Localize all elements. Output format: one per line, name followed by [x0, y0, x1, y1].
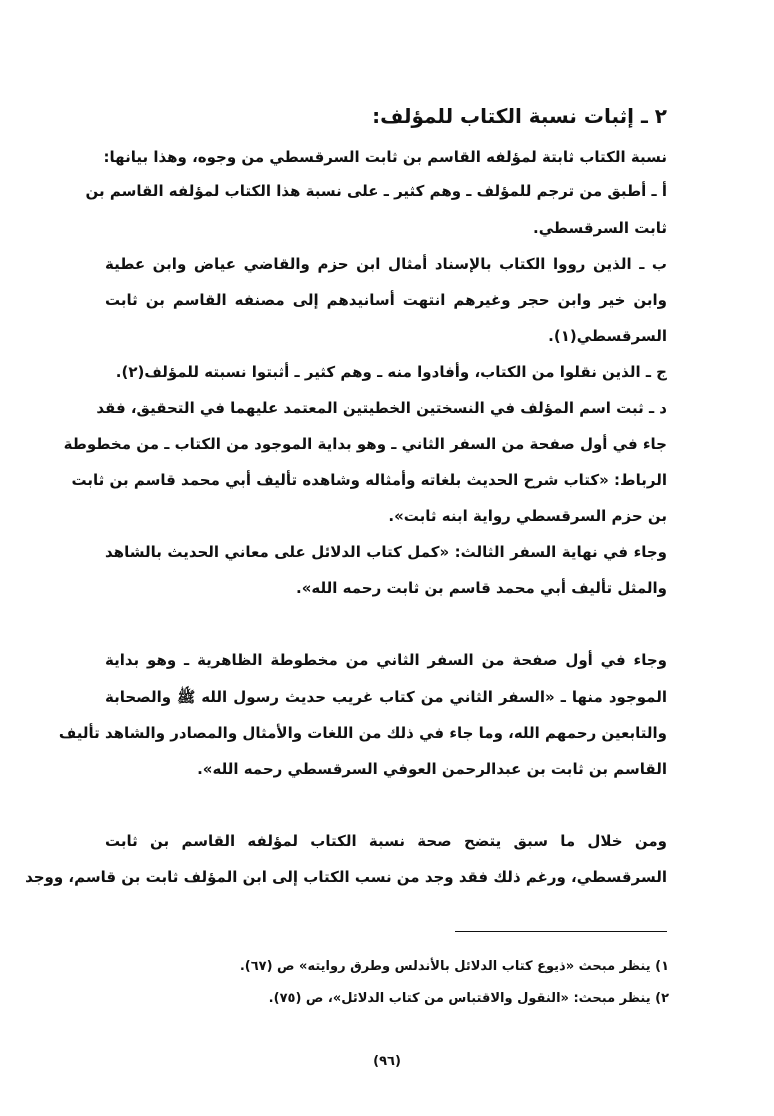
body-line-3: ثابت السرقسطي.	[533, 219, 667, 237]
body-line-8: د ـ ثبت اسم المؤلف في النسختين الخطيتين المعتمد عليهما في التحقيق، فقد	[96, 399, 667, 417]
body-line-15: الموجود منها ـ «السفر الثاني من كتاب غريب حديث رسول الله ﷺ والصحابة	[105, 688, 667, 706]
body-line-2: أ ـ أطبق من ترجم للمؤلف ـ وهم كثير ـ على نسبة هذا الكتاب لمؤلفه القاسم بن	[85, 182, 667, 200]
body-line-10: الرباط: «كتاب شرح الحديث بلغاته وأمثاله وشاهده تأليف أبي محمد قاسم بن ثابت	[71, 471, 667, 489]
footnote-divider	[455, 931, 667, 932]
body-line-4: ب ـ الذين رووا الكتاب بالإسناد أمثال ابن حزم والقاضي عياض وابن عطية	[105, 255, 667, 273]
footnote-2: ٢) ينظر مبحث: «النقول والاقتباس من كتاب الدلائل»، ص (٧٥).	[268, 991, 669, 1006]
body-line-9: جاء في أول صفحة من السفر الثاني ـ وهو بداية الموجود من الكتاب ـ من مخطوطة	[63, 435, 667, 453]
body-line-19: السرقسطي، ورغم ذلك فقد وجد من نسب الكتاب إلى ابن المؤلف ثابت بن قاسم، ووجد	[25, 868, 667, 886]
footnote-1: ١) ينظر مبحث «ذيوع كتاب الدلائل بالأندلس وطرق روايته» ص (٦٧).	[239, 959, 669, 974]
body-line-16: والتابعين رحمهم الله، وما جاء في ذلك من اللغات والأمثال والمصادر والشاهد تأليف	[58, 724, 667, 742]
body-line-7: ج ـ الذين نقلوا من الكتاب، وأفادوا منه ـ وهم كثير ـ أثبتوا نسبته للمؤلف(٢).	[115, 363, 667, 381]
body-line-5: وابن خير وابن حجر وغيرهم انتهت أسانيدهم إلى مصنفه القاسم بن ثابت	[105, 291, 667, 309]
body-line-6: السرقسطي(١).	[548, 327, 667, 345]
body-line-11: بن حزم السرقسطي رواية ابنه ثابت».	[388, 507, 667, 525]
body-line-13: والمثل تأليف أبي محمد قاسم بن ثابت رحمه الله».	[296, 579, 667, 597]
body-line-18: ومن خلال ما سبق يتضح صحة نسبة الكتاب لمؤلفه القاسم بن ثابت	[105, 832, 667, 850]
body-line-17: القاسم بن ثابت بن عبدالرحمن العوفي السرقسطي رحمه الله».	[197, 760, 667, 778]
page-number: (٩٦)	[373, 1054, 401, 1069]
section-title: ٢ ـ إثبات نسبة الكتاب للمؤلف:	[372, 104, 667, 128]
body-line-1: نسبة الكتاب ثابتة لمؤلفه القاسم بن ثابت السرقسطي من وجوه، وهذا بيانها:	[103, 148, 667, 166]
body-line-14: وجاء في أول صفحة من السفر الثاني من مخطوطة الظاهرية ـ وهو بداية	[105, 651, 667, 669]
body-line-12: وجاء في نهاية السفر الثالث: «كمل كتاب الدلائل على معاني الحديث بالشاهد	[105, 543, 667, 561]
